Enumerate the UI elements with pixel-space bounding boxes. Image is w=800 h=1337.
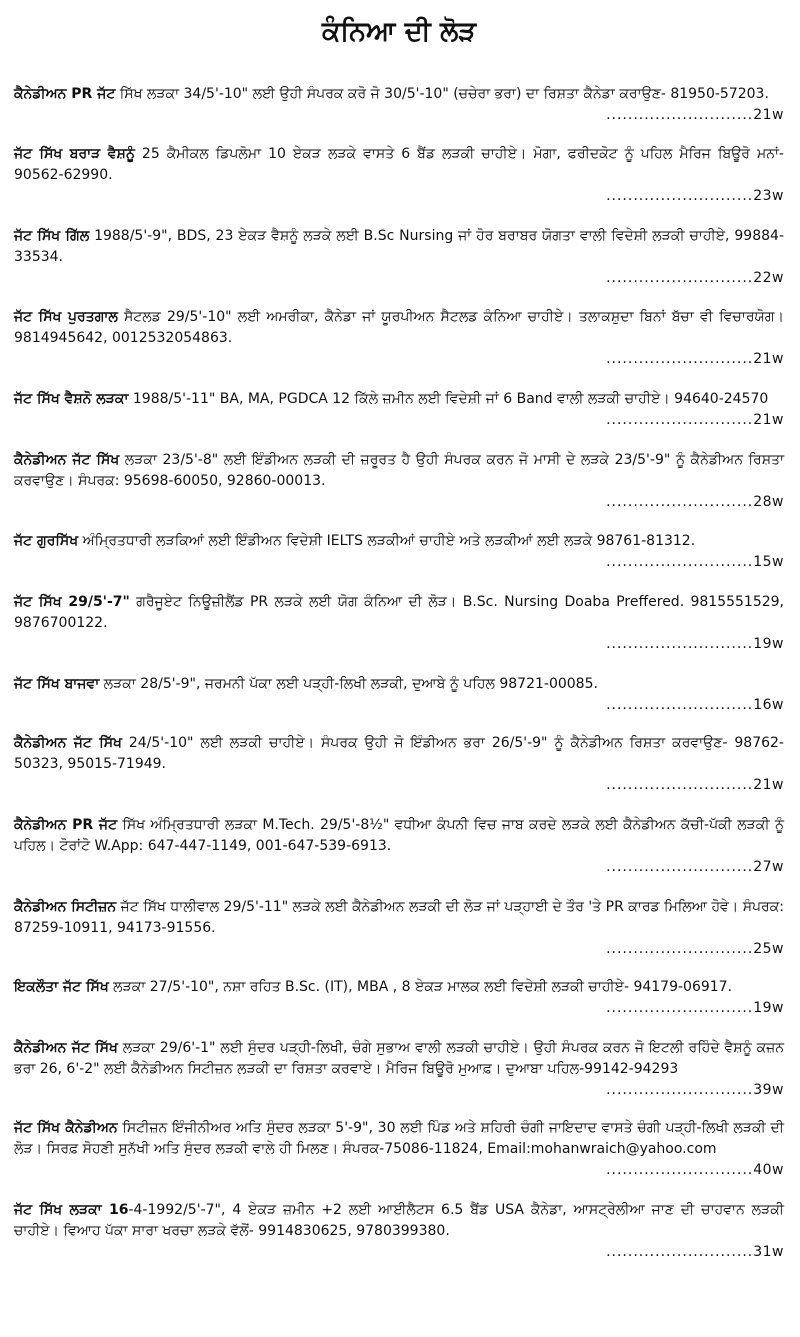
ad-text: [14, 1038, 784, 1080]
ad-code: 21w: [753, 351, 784, 367]
ad-code-line: [14, 349, 784, 370]
ad-body: ਸਿਟੀਜ਼ਨ ਇੰਜੀਨੀਅਰ ਅਤਿ ਸੁੰਦਰ ਲੜਕਾ 5'-9", 30 ਲਈ ਪਿੰਡ ਅਤੇ ਸ਼ਹਿਰੀ ਚੰਗੀ ਜਾਇਦਾਦ ਵਾਸਤੇ ਚੰਗੀ ਪੜ੍ਹੀ-ਲਿਖੀ ਲੜਕੀ ਦੀ ਲੋੜ। ਸਿਰਫ਼ ਸੋਹਣੀ ਸੁਨੱਖੀ ਅਤਿ ਸੁੰਦਰ ਲੜਕੀ ਵਾਲੇ ਹੀ ਮਿਲਣ। ਸੰਪਰਕ-75086-11824, Email:mohanwraich@yahoo.com: [14, 1120, 784, 1157]
ad-code-line: [14, 857, 784, 878]
ad-code: 15w: [753, 554, 784, 570]
ad-lead: ਕੈਨੇਡੀਅਨ PR ਜੱਟ: [14, 86, 116, 102]
ad-leader-dots: ...........................: [606, 494, 754, 510]
ad-code: 23w: [753, 188, 784, 204]
ad-lead: ਇਕਲੌਤਾ ਜੱਟ ਸਿੱਖ: [14, 979, 109, 995]
ad-code: 28w: [753, 494, 784, 510]
ad-text: [14, 897, 784, 939]
ad-body: ਲੜਕਾ 28/5'-9", ਜਰਮਨੀ ਪੱਕਾ ਲਈ ਪੜ੍ਹੀ-ਲਿਖੀ ਲੜਕੀ, ਦੁਆਬੇ ਨੂੰ ਪਹਿਲ 98721-00085.: [99, 676, 598, 692]
ad-body: 25 ਕੈਮੀਕਲ ਡਿਪਲੋਮਾ 10 ਏਕੜ ਲੜਕੇ ਵਾਸਤੇ 6 ਬੈਂਡ ਲੜਕੀ ਚਾਹੀਏ। ਮੋਗਾ, ਫਰੀਦਕੋਟ ਨੂੰ ਪਹਿਲ ਮੈਰਿਜ ਬਿਊਰੋ ਮਨਾਂ- 90562-62990.: [14, 146, 784, 183]
ad-code: 40w: [753, 1162, 784, 1178]
ad-body: ਸਿੱਖ ਅੰਮ੍ਰਿਤਧਾਰੀ ਲੜਕਾ M.Tech. 29/5'-8½" ਵਧੀਆ ਕੰਪਨੀ ਵਿਚ ਜਾਬ ਕਰਦੇ ਲੜਕੇ ਲਈ ਕੈਨੇਡੀਅਨ ਕੱਚੀ-ਪੱਕੀ ਲੜਕੀ ਨੂੰ ਪਹਿਲ। ਟੋਰਾਂਟੋ W.App: 647-447-1149, 001-647-539-6913.: [14, 817, 784, 854]
ad-leader-dots: ...........................: [606, 1082, 754, 1098]
ad-code-line: [14, 268, 784, 289]
ad-leader-dots: ...........................: [606, 351, 754, 367]
ad-body: -4-1992/5'-7", 4 ਏਕੜ ਜ਼ਮੀਨ +2 ਲਈ ਆਈਲੈਟਸ 6.5 ਬੈਂਡ USA ਕੈਨੇਡਾ, ਆਸਟ੍ਰੇਲੀਆ ਜਾਣ ਦੀ ਚਾਹਵਾਨ ਲੜਕੀ ਚਾਹੀਏ। ਵਿਆਹ ਪੱਕਾ ਸਾਰਾ ਖਰਚਾ ਲੜਕੇ ਵੱਲੋਂ- 9914830625, 9780399380.: [14, 1202, 784, 1239]
ad-text: [14, 450, 784, 492]
ad-text: [14, 84, 784, 105]
classified-ad: [14, 450, 784, 513]
ad-code-line: [14, 1080, 784, 1101]
ad-body: ਲੜਕਾ 27/5'-10", ਨਸ਼ਾ ਰਹਿਤ B.Sc. (IT), MBA , 8 ਏਕੜ ਮਾਲਕ ਲਈ ਵਿਦੇਸ਼ੀ ਲੜਕੀ ਚਾਹੀਏ- 94179-06917.: [108, 979, 733, 995]
ad-leader-dots: ...........................: [606, 107, 754, 123]
ad-lead: ਜੱਟ ਸਿੱਖ 29/5'-7": [14, 594, 130, 610]
ad-body: ਲੜਕਾ 23/5'-8" ਲਈ ਇੰਡੀਅਨ ਲੜਕੀ ਦੀ ਜ਼ਰੂਰਤ ਹੈ ਉਹੀ ਸੰਪਰਕ ਕਰਨ ਜੋ ਮਾਸੀ ਦੇ ਲੜਕੇ 23/5'-9" ਨੂੰ ਕੈਨੇਡੀਅਨ ਰਿਸ਼ਤਾ ਕਰਵਾਉਣ। ਸੰਪਰਕ: 95698-60050, 92860-00013.: [14, 452, 784, 489]
classified-ad: [14, 84, 784, 126]
classified-ad: [14, 531, 784, 573]
ad-text: [14, 389, 784, 410]
ad-code: 25w: [753, 941, 784, 957]
classified-ad-list: [14, 84, 784, 1263]
page-title: ਕੰਨਿਆ ਦੀ ਲੋੜ: [321, 16, 477, 47]
ad-body: 1988/5'-11" BA, MA, PGDCA 12 ਕਿੱਲੇ ਜ਼ਮੀਨ ਲਈ ਵਿਦੇਸ਼ੀ ਜਾਂ 6 Band ਵਾਲੀ ਲੜਕੀ ਚਾਹੀਏ। 94640-24570: [128, 391, 769, 407]
ad-code: 39w: [753, 1082, 784, 1098]
ad-lead: ਜੱਟ ਸਿੱਖ ਪੁਰਤਗਾਲ: [14, 309, 118, 325]
ad-code: 22w: [753, 270, 784, 286]
ad-body: 24/5'-10" ਲਈ ਲੜਕੀ ਚਾਹੀਏ। ਸੰਪਰਕ ਉਹੀ ਜੋ ਇੰਡੀਅਨ ਭਰਾ 26/5'-9" ਨੂੰ ਕੈਨੇਡੀਅਨ ਰਿਸ਼ਤਾ ਕਰਵਾਉਣ- 98762-50323, 95015-71949.: [14, 735, 784, 772]
ad-lead: ਕੈਨੇਡੀਅਨ ਸਿਟੀਜ਼ਨ: [14, 899, 117, 915]
ad-code-line: [14, 634, 784, 655]
ad-code-line: [14, 410, 784, 431]
ad-text: [14, 1118, 784, 1160]
ad-lead: ਜੱਟ ਸਿੱਖ ਬਾਜਵਾ: [14, 676, 100, 692]
ad-lead: ਜੱਟ ਸਿੱਖ ਕੈਨੇਡੀਅਨ: [14, 1120, 118, 1136]
classified-ad: [14, 1200, 784, 1263]
ad-code: 27w: [753, 859, 784, 875]
ad-code-line: [14, 695, 784, 716]
ad-code-line: [14, 492, 784, 513]
ad-text: [14, 1200, 784, 1242]
classified-ad: [14, 144, 784, 207]
ad-text: [14, 226, 784, 268]
ad-body: ਸਿੱਖ ਲੜਕਾ 34/5'-10" ਲਈ ਉਹੀ ਸੰਪਰਕ ਕਰੋ ਜੋ 30/5'-10" (ਚਚੇਰਾ ਭਰਾ) ਦਾ ਰਿਸ਼ਤਾ ਕੈਨੇਡਾ ਕਰਾਉਣ- 81950-57203.: [115, 86, 769, 102]
classified-ad: [14, 592, 784, 655]
ad-code-line: [14, 939, 784, 960]
classified-ad: [14, 389, 784, 431]
ad-code: 19w: [753, 1000, 784, 1016]
ad-code-line: [14, 186, 784, 207]
ad-leader-dots: ...........................: [606, 412, 754, 428]
ad-leader-dots: ...........................: [606, 941, 754, 957]
ad-lead: ਜੱਟ ਸਿੱਖ ਲੜਕਾ 16: [14, 1202, 129, 1218]
ad-leader-dots: ...........................: [606, 188, 754, 204]
ad-lead: ਕੈਨੇਡੀਅਨ ਜੱਟ ਸਿੱਖ: [14, 452, 120, 468]
classified-ad: [14, 977, 784, 1019]
ad-code-line: [14, 775, 784, 796]
ad-leader-dots: ...........................: [606, 697, 754, 713]
classified-ad: [14, 733, 784, 796]
ad-text: [14, 592, 784, 634]
ad-code: 31w: [753, 1244, 784, 1260]
ad-code: 21w: [753, 777, 784, 793]
ad-text: [14, 144, 784, 186]
classified-ad: [14, 674, 784, 716]
ad-lead: ਜੱਟ ਗੁਰਸਿੱਖ: [14, 533, 79, 549]
ad-lead: ਜੱਟ ਸਿੱਖ ਗਿੱਲ: [14, 228, 90, 244]
ad-body: ਗਰੈਜੂਏਟ ਨਿਊਜ਼ੀਲੈਂਡ PR ਲੜਕੇ ਲਈ ਯੋਗ ਕੰਨਿਆ ਦੀ ਲੋੜ। B.Sc. Nursing Doaba Preffered. 9815551529, 9876700122.: [14, 594, 785, 631]
ad-leader-dots: ...........................: [606, 1000, 754, 1016]
ad-text: [14, 815, 784, 857]
ad-leader-dots: ...........................: [606, 777, 754, 793]
ad-code: 16w: [753, 697, 784, 713]
ad-leader-dots: ...........................: [606, 270, 754, 286]
ad-code-line: [14, 105, 784, 126]
ad-code: 21w: [753, 412, 784, 428]
classified-ad: [14, 1038, 784, 1101]
ad-text: [14, 733, 784, 775]
ad-body: ਲੜਕਾ 29/6'-1" ਲਈ ਸੁੰਦਰ ਪੜ੍ਹੀ-ਲਿਖੀ, ਚੰਗੇ ਸੁਭਾਅ ਵਾਲੀ ਲੜਕੀ ਚਾਹੀਏ। ਉਹੀ ਸੰਪਰਕ ਕਰਨ ਜੋ ਇਟਲੀ ਰਹਿੰਦੇ ਵੈਸ਼ਨੂੰ ਕਜ਼ਨ ਭਰਾ 26, 6'-2" ਲਈ ਕੈਨੇਡੀਅਨ ਸਿਟੀਜ਼ਨ ਲੜਕੀ ਦਾ ਰਿਸ਼ਤਾ ਕਰਵਾਏ। ਮੈਰਿਜ ਬਿਊਰੋ ਮੁਆਫ਼। ਦੁਆਬਾ ਪਹਿਲ-99142-94293: [14, 1040, 784, 1077]
ad-code: 19w: [753, 636, 784, 652]
ad-lead: ਕੈਨੇਡੀਅਨ PR ਜੱਟ: [14, 817, 118, 833]
ad-lead: ਕੈਨੇਡੀਅਨ ਜੱਟ ਸਿੱਖ: [14, 1040, 118, 1056]
ad-text: [14, 307, 784, 349]
classified-ad: [14, 1118, 784, 1181]
ad-lead: ਕੈਨੇਡੀਅਨ ਜੱਟ ਸਿੱਖ: [14, 735, 122, 751]
ad-leader-dots: ...........................: [606, 636, 754, 652]
ad-lead: ਜੱਟ ਸਿੱਖ ਵੈਸ਼ਨੋ ਲੜਕਾ: [14, 391, 129, 407]
ad-body: 1988/5'-9", BDS, 23 ਏਕੜ ਵੈਸ਼ਨੂੰ ਲੜਕੇ ਲਈ B.Sc Nursing ਜਾਂ ਹੋਰ ਬਰਾਬਰ ਯੋਗਤਾ ਵਾਲੀ ਵਿਦੇਸ਼ੀ ਲੜਕੀ ਚਾਹੀਏ, 99884-33534.: [14, 228, 784, 265]
classified-ad: [14, 307, 784, 370]
ad-leader-dots: ...........................: [606, 1162, 754, 1178]
ad-text: [14, 531, 784, 552]
ad-code: 21w: [753, 107, 784, 123]
ad-code-line: [14, 1242, 784, 1263]
ad-text: [14, 674, 784, 695]
ad-lead: ਜੱਟ ਸਿੱਖ ਬਰਾੜ ਵੈਸ਼ਨੂੰ: [14, 146, 135, 162]
ad-text: [14, 977, 784, 998]
ad-leader-dots: ...........................: [606, 554, 754, 570]
ad-code-line: [14, 998, 784, 1019]
ad-body: ਜੱਟ ਸਿੱਖ ਧਾਲੀਵਾਲ 29/5'-11" ਲੜਕੇ ਲਈ ਕੈਨੇਡੀਅਨ ਲੜਕੀ ਦੀ ਲੋੜ ਜਾਂ ਪੜ੍ਹਾਈ ਦੇ ਤੌਰ 'ਤੇ PR ਕਾਰਡ ਮਿਲਿਆ ਹੋਵੇ। ਸੰਪਰਕ: 87259-10911, 94173-91556.: [14, 899, 784, 936]
classified-ad: [14, 897, 784, 960]
ad-body: ਸੈਟਲਡ 29/5'-10" ਲਈ ਅਮਰੀਕਾ, ਕੈਨੇਡਾ ਜਾਂ ਯੂਰਪੀਅਨ ਸੈਟਲਡ ਕੰਨਿਆ ਚਾਹੀਏ। ਤਲਾਕਸ਼ੁਦਾ ਬਿਨਾਂ ਬੱਚਾ ਵੀ ਵਿਚਾਰਯੋਗ। 9814945642, 0012532054863.: [14, 309, 784, 346]
ad-leader-dots: ...........................: [606, 1244, 754, 1260]
ad-code-line: [14, 552, 784, 573]
classified-ad: [14, 226, 784, 289]
ad-body: ਅੰਮ੍ਰਿਤਧਾਰੀ ਲੜਕਿਆਂ ਲਈ ਇੰਡੀਅਨ ਵਿਦੇਸ਼ੀ IELTS ਲੜਕੀਆਂ ਚਾਹੀਏ ਅਤੇ ਲੜਕੀਆਂ ਲਈ ਲੜਕੇ 98761-81312.: [78, 533, 696, 549]
classified-ad: [14, 815, 784, 878]
ad-leader-dots: ...........................: [606, 859, 754, 875]
ad-code-line: [14, 1160, 784, 1181]
